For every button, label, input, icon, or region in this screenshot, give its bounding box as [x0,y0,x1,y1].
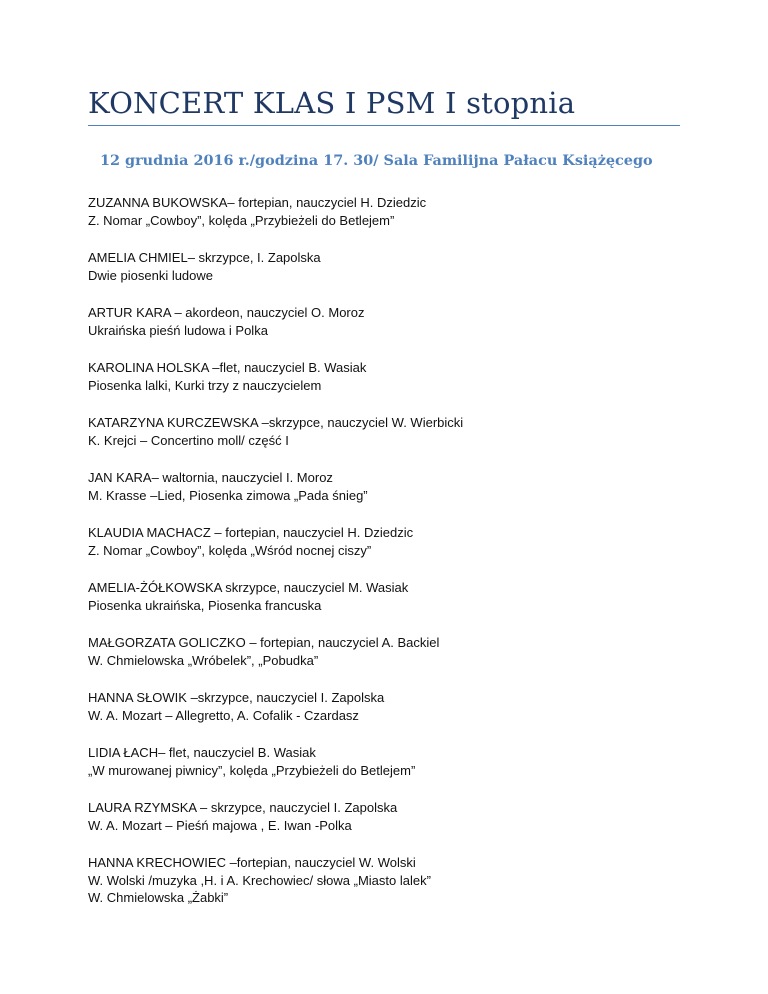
performer-entry [88,194,708,229]
program-line: M. Krasse –Lied, Piosenka zimowa „Pada śnieg” [88,487,368,503]
performer-line: KATARZYNA KURCZEWSKA –skrzypce, nauczyciel W. Wierbicki [88,415,464,430]
performer-line: HANNA KRECHOWIEC –fortepian, nauczyciel W. Wolski [88,855,416,870]
concert-date-venue: 12 grudnia 2016 r./godzina 17. 30/ Sala Familijna Pałacu Książęcego [100,152,653,169]
program-line: Piosenka lalki, Kurki trzy z nauczycielem [88,377,322,393]
performer-line: JAN KARA– waltornia, nauczyciel I. Moroz [88,470,333,485]
performer-entry [88,854,708,907]
title-underline [88,125,680,126]
performer-line: LIDIA ŁACH– flet, nauczyciel B. Wasiak [88,745,316,760]
program-line: Dwie piosenki ludowe [88,267,214,283]
program-line: Piosenka ukraińska, Piosenka francuska [88,597,322,613]
performer-entry [88,524,708,559]
performer-line: HANNA SŁOWIK –skrzypce, nauczyciel I. Zapolska [88,690,385,705]
performer-entry [88,304,708,339]
performer-list [88,194,708,927]
performer-entry [88,359,708,394]
performer-entry [88,414,708,449]
performer-line: MAŁGORZATA GOLICZKO – fortepian, nauczyciel A. Backiel [88,635,440,650]
program-line: W. Wolski /muzyka ,H. i A. Krechowiec/ słowa „Miasto lalek” [88,872,431,888]
performer-entry [88,579,708,614]
performer-line: AMELIA CHMIEL– skrzypce, I. Zapolska [88,250,321,265]
performer-entry [88,744,708,779]
program-line: Ukraińska pieśń ludowa i Polka [88,322,268,338]
performer-entry [88,689,708,724]
performer-line: ARTUR KARA – akordeon, nauczyciel O. Moroz [88,305,365,320]
program-line: W. A. Mozart – Allegretto, A. Cofalik - Czardasz [88,707,359,723]
performer-entry [88,249,708,284]
program-line: „W murowanej piwnicy”, kolęda „Przybieżeli do Betlejem” [88,762,416,778]
program-line: W. Chmielowska „Żabki” [88,890,229,905]
program-line: K. Krejci – Concertino moll/ część I [88,432,289,448]
page-title: KONCERT KLAS I PSM I stopnia [88,86,576,120]
program-line: Z. Nomar „Cowboy”, kolęda „Przybieżeli do Betlejem” [88,212,395,228]
performer-line: LAURA RZYMSKA – skrzypce, nauczyciel I. Zapolska [88,800,398,815]
performer-line: KAROLINA HOLSKA –flet, nauczyciel B. Wasiak [88,360,367,375]
performer-line: AMELIA-ŻÓŁKOWSKA skrzypce, nauczyciel M. Wasiak [88,580,409,595]
program-line: W. Chmielowska „Wróbelek”, „Pobudka” [88,652,319,668]
performer-entry [88,799,708,834]
performer-line: ZUZANNA BUKOWSKA– fortepian, nauczyciel H. Dziedzic [88,195,427,210]
performer-line: KLAUDIA MACHACZ – fortepian, nauczyciel H. Dziedzic [88,525,414,540]
performer-entry [88,469,708,504]
program-line: W. A. Mozart – Pieśń majowa , E. Iwan -Polka [88,817,352,833]
program-line: Z. Nomar „Cowboy”, kolęda „Wśród nocnej ciszy” [88,542,372,558]
performer-entry [88,634,708,669]
